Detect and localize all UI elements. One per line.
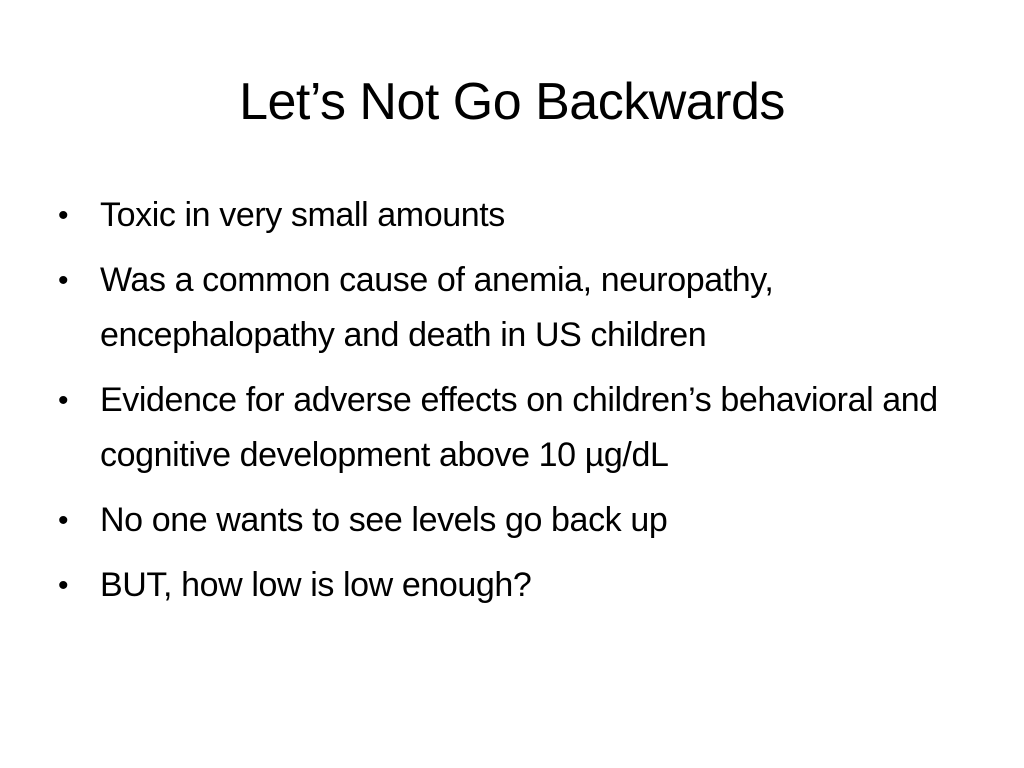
bullet-dot-icon: • [58,199,69,232]
bullet-list [56,188,956,623]
bullet-text: Was a common cause of anemia, neuropathy, encephalopathy and death in US children [100,261,774,354]
bullet-text: BUT, how low is low enough? [100,566,532,604]
slide-title: Let’s Not Go Backwards [239,73,785,131]
bullet-dot-icon: • [58,264,69,297]
bullet-item [56,373,956,483]
bullet-text: No one wants to see levels go back up [100,501,668,539]
bullet-text: Toxic in very small amounts [100,196,505,234]
bullet-dot-icon: • [58,504,69,537]
bullet-item [56,493,956,548]
bullet-dot-icon: • [58,569,69,602]
bullet-item [56,558,956,613]
bullet-item [56,253,956,363]
bullet-item [56,188,956,243]
bullet-text: Evidence for adverse effects on children’s behavioral and cognitive development above 10 µg/dL [100,381,938,474]
bullet-dot-icon: • [58,384,69,417]
